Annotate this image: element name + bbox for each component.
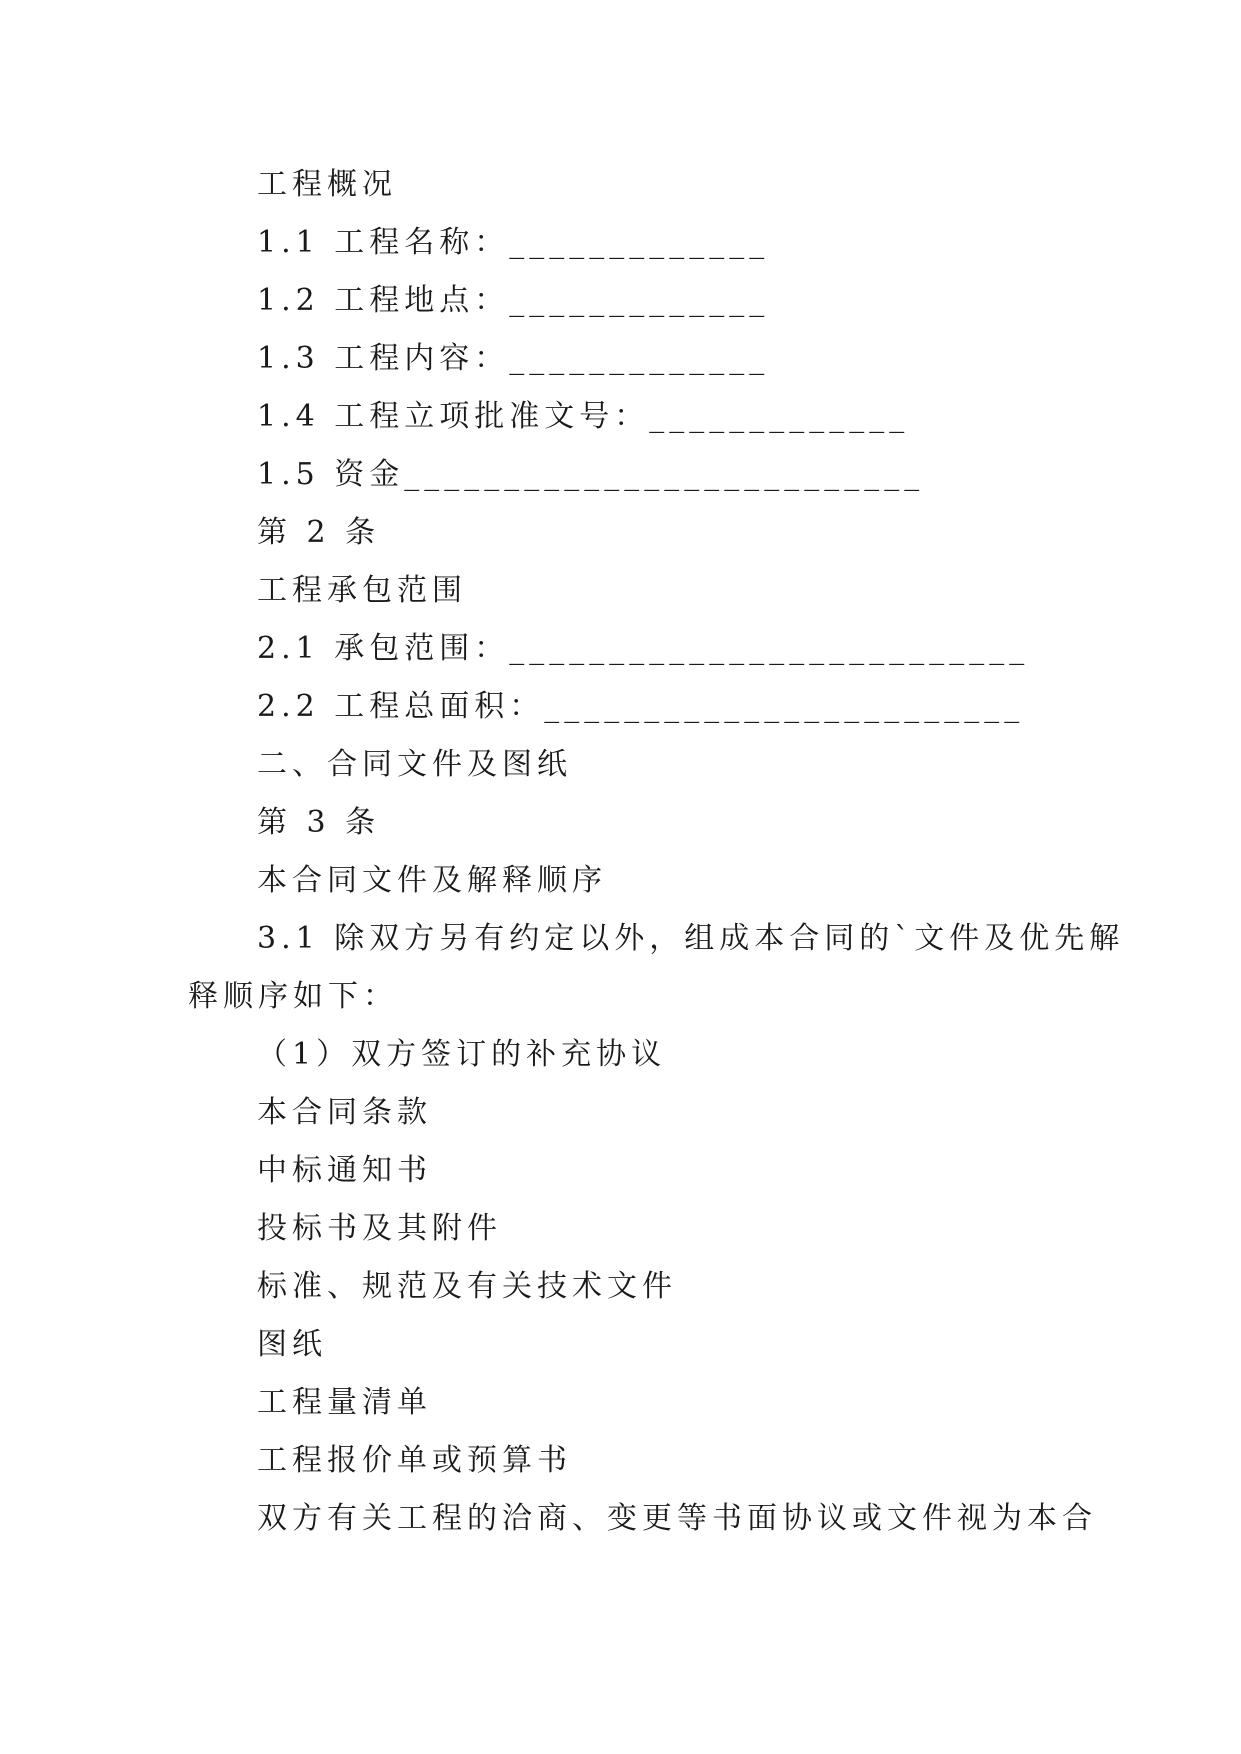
list-item-contract-terms: 本合同条款	[257, 1095, 432, 1130]
list-item-drawings: 图纸	[257, 1327, 327, 1362]
clause-3-1-line-2: 释顺序如下：	[188, 979, 398, 1014]
project-name-line: 1.1 工程名称：_____________	[257, 225, 770, 260]
list-item-award-notice: 中标通知书	[257, 1153, 432, 1188]
section-2-heading: 二、合同文件及图纸	[257, 747, 572, 782]
funding-line: 1.5 资金__________________________	[257, 457, 925, 492]
project-location-line: 1.2 工程地点：_____________	[257, 283, 770, 318]
project-approval-number-line: 1.4 工程立项批准文号：_____________	[257, 399, 910, 434]
contract-scope-heading: 工程承包范围	[257, 573, 467, 608]
list-item-standards: 标准、规范及有关技术文件	[257, 1269, 677, 1304]
total-area-line: 2.2 工程总面积：________________________	[257, 689, 1025, 724]
list-item-negotiation-documents: 双方有关工程的洽商、变更等书面协议或文件视为本合	[257, 1501, 1097, 1536]
article-3-heading: 第 3 条	[257, 805, 381, 840]
documents-order-heading: 本合同文件及解释顺序	[257, 863, 607, 898]
clause-3-1-line-1: 3.1 除双方另有约定以外，组成本合同的`文件及优先解	[257, 921, 1125, 956]
article-2-heading: 第 2 条	[257, 515, 381, 550]
list-item-quotation: 工程报价单或预算书	[257, 1443, 572, 1478]
list-item-bill-of-quantities: 工程量清单	[257, 1385, 432, 1420]
list-item-supplementary-agreement: （1）双方签订的补充协议	[257, 1037, 667, 1072]
project-content-line: 1.3 工程内容：_____________	[257, 341, 770, 376]
contract-scope-line: 2.1 承包范围：__________________________	[257, 631, 1030, 666]
section-heading-project-overview: 工程概况	[257, 167, 397, 202]
list-item-bid-documents: 投标书及其附件	[257, 1211, 502, 1246]
